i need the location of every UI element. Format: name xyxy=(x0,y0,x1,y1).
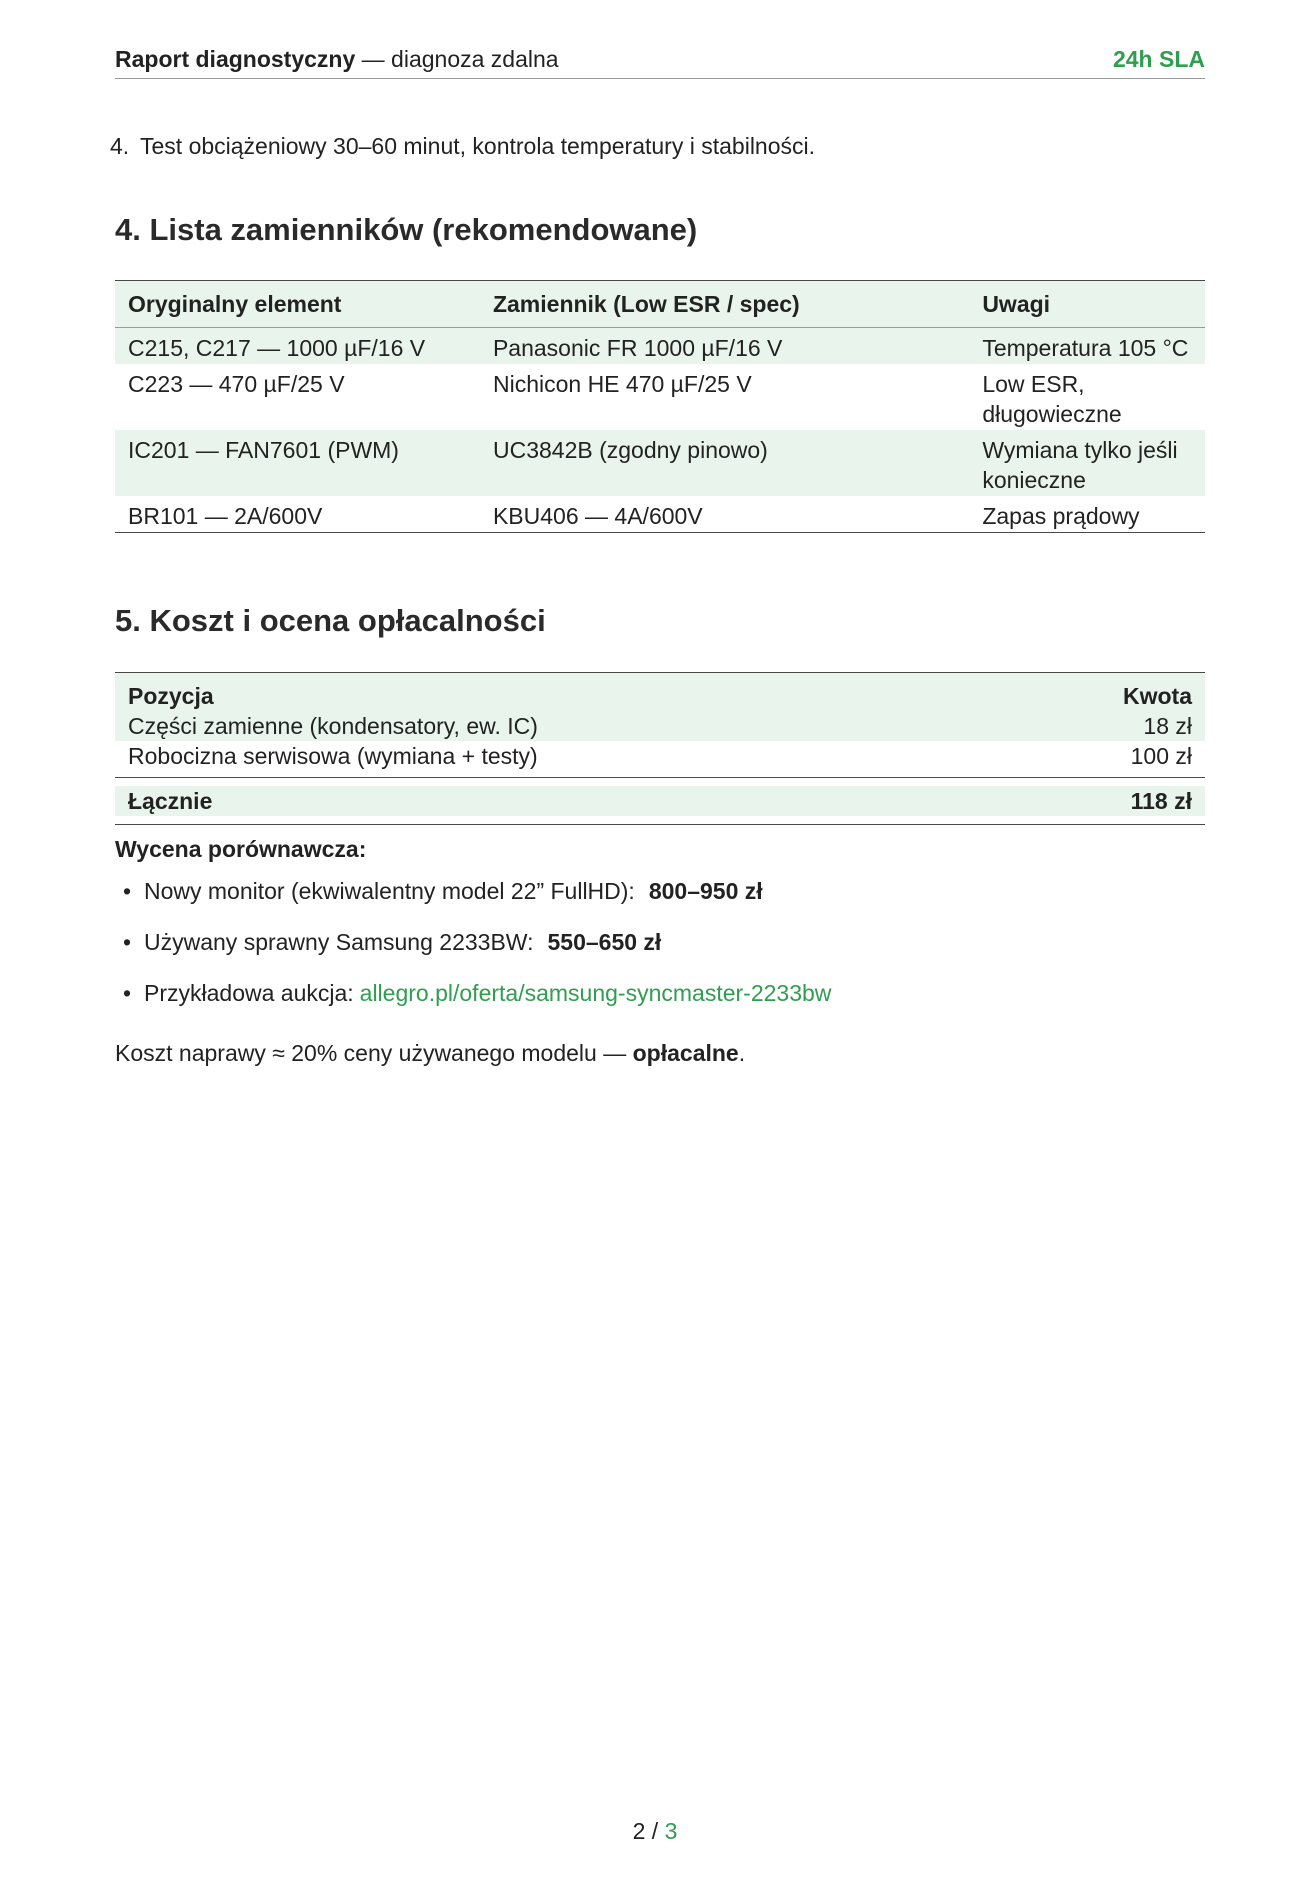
table-cell: Części zamienne (kondensatory, ew. IC) xyxy=(115,711,1010,741)
table-cell: Panasonic FR 1000 µF/16 V xyxy=(480,328,969,365)
page-number: 2 / 3 xyxy=(632,1818,678,1844)
page-header xyxy=(115,44,1205,79)
table-row xyxy=(115,364,1205,430)
table-cell: Robocizna serwisowa (wymiana + testy) xyxy=(128,743,538,769)
table-cell: C215, C217 — 1000 µF/16 V xyxy=(115,328,480,365)
table-cell: Temperatura 105 °C xyxy=(969,328,1205,365)
column-header: Pozycja xyxy=(115,673,1010,712)
table-cell: UC3842B (zgodny pinowo) xyxy=(480,430,969,496)
cost-table xyxy=(115,672,1205,825)
replacements-table xyxy=(115,280,1205,533)
column-header: Zamiennik (Low ESR / spec) xyxy=(480,281,969,328)
comparison-title: Wycena porównawcza: xyxy=(115,836,367,862)
report-title: Raport diagnostyczny — diagnoza zdalna xyxy=(115,46,559,72)
comparison-list xyxy=(115,878,831,1031)
list-item: 4. Test obciążeniowy 30–60 minut, kontrola temperatury i stabilności. xyxy=(110,133,816,159)
list-item: • Używany sprawny Samsung 2233BW: 550–650 zł xyxy=(115,929,831,980)
table-header-row xyxy=(115,673,1205,712)
total-row xyxy=(115,778,1205,825)
table-cell: BR101 — 2A/600V xyxy=(128,503,323,529)
table-cell: Zapas prądowy xyxy=(982,503,1140,529)
auction-link[interactable]: allegro.pl/oferta/samsung-syncmaster-2233bw xyxy=(359,980,832,1006)
table-row xyxy=(115,328,1205,365)
list-item: • Przykładowa aukcja: allegro.pl/oferta/samsung-syncmaster-2233bw xyxy=(115,980,831,1031)
conclusion: Koszt naprawy ≈ 20% ceny używanego modelu — opłacalne. xyxy=(115,1040,746,1066)
table-cell: Wymiana tylko jeśli konieczne xyxy=(969,430,1205,496)
table-cell: 18 zł xyxy=(1010,711,1205,741)
column-header: Uwagi xyxy=(969,281,1205,328)
sla-badge: 24h SLA xyxy=(1112,46,1205,72)
table-header-row xyxy=(115,281,1205,328)
table-cell: C223 — 470 µF/25 V xyxy=(128,371,345,397)
column-header: Oryginalny element xyxy=(115,281,480,328)
total-label: Łącznie xyxy=(115,778,1010,825)
table-row xyxy=(115,711,1205,741)
table-row xyxy=(115,430,1205,496)
table-cell: Nichicon HE 470 µF/25 V xyxy=(492,371,752,397)
list-item: • Nowy monitor (ekwiwalentny model 22” FullHD): 800–950 zł xyxy=(115,878,831,929)
table-row xyxy=(115,496,1205,533)
table-row xyxy=(115,741,1205,778)
table-cell: KBU406 — 4A/600V xyxy=(492,503,703,529)
table-cell: Low ESR, długowieczne xyxy=(982,371,1122,427)
column-header: Kwota xyxy=(1010,673,1205,712)
total-value: 118 zł xyxy=(1010,778,1205,825)
section-title-cost: 5. Koszt i ocena opłacalności xyxy=(115,603,546,638)
table-cell: 100 zł xyxy=(1130,743,1192,769)
table-cell: IC201 — FAN7601 (PWM) xyxy=(115,430,480,496)
section-title-replacements: 4. Lista zamienników (rekomendowane) xyxy=(115,212,698,247)
